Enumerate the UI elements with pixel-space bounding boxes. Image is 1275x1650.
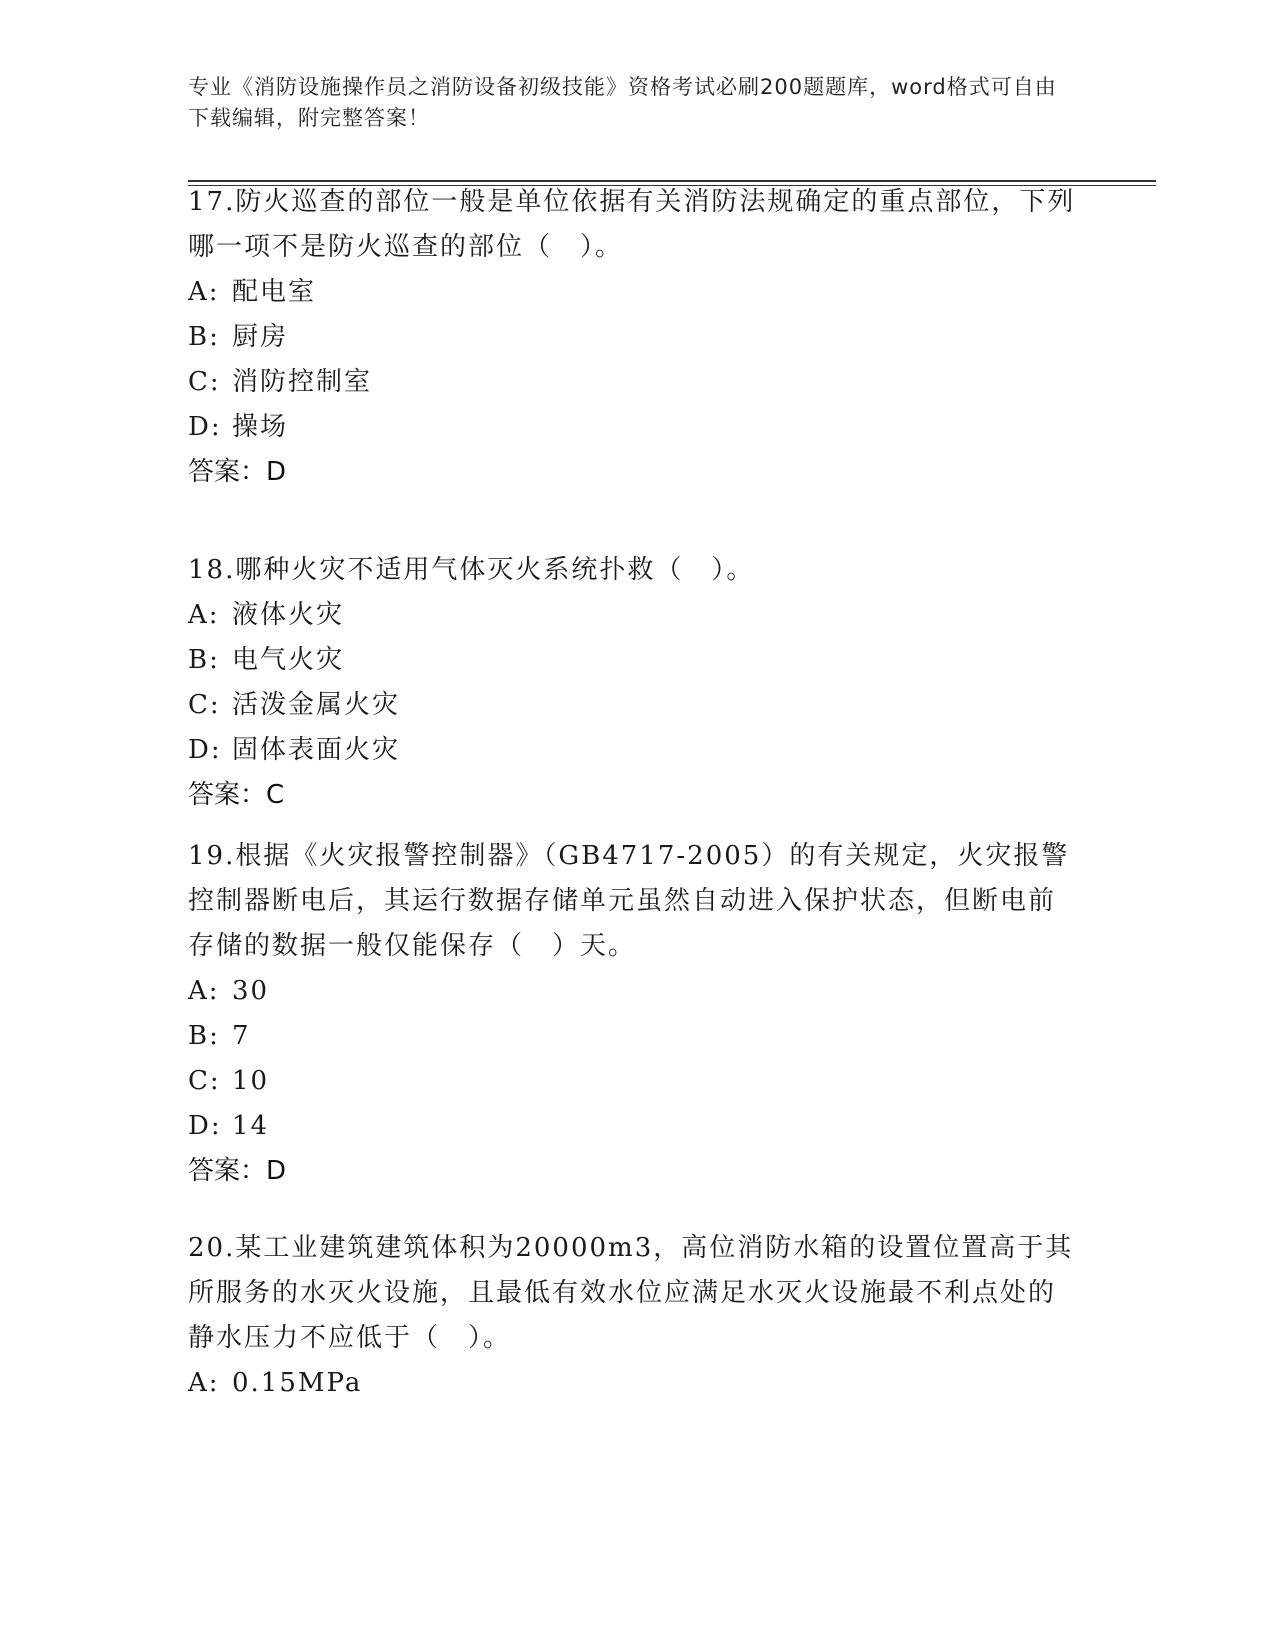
option-letter: C: (188, 367, 221, 397)
answer-line: 答案：D (188, 457, 287, 487)
option-letter: B: (188, 1021, 220, 1051)
option-text: 操场 (232, 412, 289, 442)
option-b (188, 315, 1078, 360)
option-letter: A: (188, 277, 220, 307)
question-17 (188, 180, 1078, 495)
option-letter: A: (188, 1368, 220, 1398)
option-letter: B: (188, 322, 220, 352)
question-stem: 19.根据《火灾报警控制器》（GB4717-2005）的有关规定，火灾报警控制器断电后，其运行数据存储单元虽然自动进入保护状态，但断电前存储的数据一般仅能保存（ ）天。 (188, 841, 1070, 961)
option-text: 配电室 (232, 277, 317, 307)
question-stem: 17.防火巡查的部位一般是单位依据有关消防法规确定的重点部位，下列哪一项不是防火巡查的部位（ ）。 (188, 187, 1076, 262)
option-letter: C: (188, 1066, 221, 1096)
option-letter: A: (188, 976, 220, 1006)
option-c (188, 1059, 1078, 1104)
option-text: 液体火灾 (232, 600, 345, 630)
option-text: 14 (232, 1111, 270, 1141)
option-text: 30 (232, 976, 270, 1006)
question-stem: 20.某工业建筑建筑体积为20000m3，高位消防水箱的设置位置高于其所服务的水灭火设施，且最低有效水位应满足水灭火设施最不利点处的静水压力不应低于（ ）。 (188, 1233, 1074, 1353)
option-d (188, 405, 1078, 450)
option-letter: D: (188, 1111, 222, 1141)
answer-line: 答案：C (188, 780, 285, 810)
option-letter: A: (188, 600, 220, 630)
option-text: 活泼金属火灾 (232, 690, 401, 720)
option-letter: D: (188, 735, 222, 765)
page-header: 专业《消防设施操作员之消防设备初级技能》资格考试必刷200题题库，word格式可自由下载编辑，附完整答案！ (188, 75, 1057, 130)
option-d (188, 728, 1078, 773)
option-b (188, 638, 1078, 683)
option-a (188, 270, 1078, 315)
question-20 (188, 1226, 1078, 1406)
option-text: 0.15MPa (232, 1368, 363, 1398)
option-letter: C: (188, 690, 221, 720)
option-c (188, 360, 1078, 405)
question-stem: 18.哪种火灾不适用气体灭火系统扑救（ ）。 (188, 555, 755, 585)
option-text: 厨房 (232, 322, 289, 352)
option-text: 消防控制室 (232, 367, 373, 397)
option-a (188, 1361, 1078, 1406)
option-text: 7 (232, 1021, 251, 1051)
option-text: 电气火灾 (232, 645, 345, 675)
option-text: 固体表面火灾 (232, 735, 401, 765)
option-letter: D: (188, 412, 222, 442)
answer-line: 答案：D (188, 1156, 287, 1186)
option-d (188, 1104, 1078, 1149)
option-b (188, 1014, 1078, 1059)
question-18 (188, 548, 1078, 818)
option-a (188, 969, 1078, 1014)
option-text: 10 (232, 1066, 270, 1096)
option-a (188, 593, 1078, 638)
question-19 (188, 834, 1078, 1194)
option-letter: B: (188, 645, 220, 675)
option-c (188, 683, 1078, 728)
